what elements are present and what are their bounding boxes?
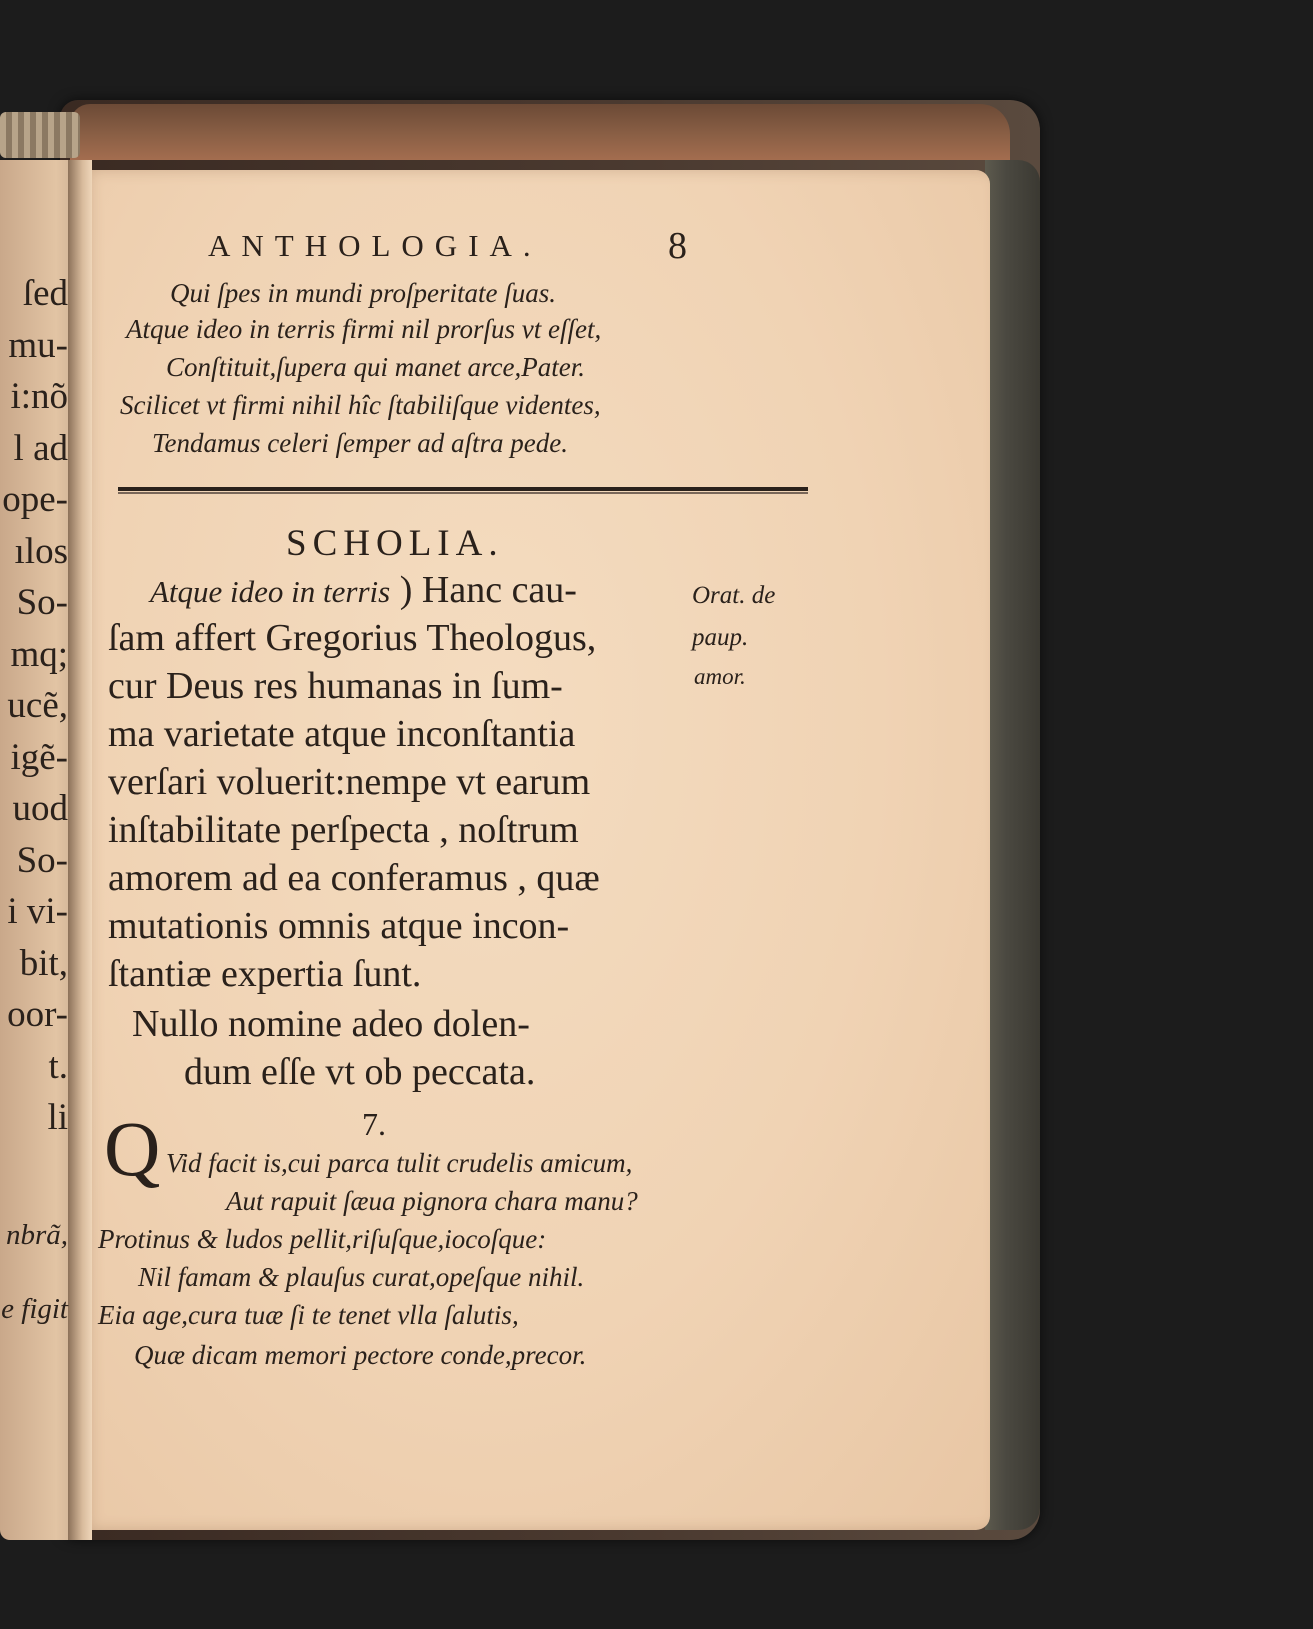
- cover-edge: [985, 160, 1040, 1530]
- scholia-line: inſtabilitate perſpecta , noſtrum: [108, 809, 579, 851]
- scholia-line: ſam affert Gregorius Theologus,: [108, 617, 597, 659]
- left-line: ılos: [14, 530, 68, 572]
- left-line: mq;: [10, 633, 68, 675]
- scholia-heading: SCHOLIA.: [286, 523, 504, 564]
- epigram-line: Eia age,cura tuæ ſi te tenet vlla ſalutis,: [98, 1300, 519, 1330]
- left-page-text-lower: [0, 1210, 68, 1335]
- left-line: t.: [48, 1045, 68, 1087]
- horizontal-rule-shadow: [118, 492, 808, 494]
- left-line: ope-: [2, 479, 68, 520]
- page-gutter: [68, 160, 92, 1540]
- drop-cap: Q: [104, 1105, 161, 1192]
- scholia-line: ſtantiæ expertia ſunt.: [108, 953, 422, 995]
- left-line: ucẽ,: [7, 685, 68, 726]
- epigram-line: Nil famam & plauſus curat,opeſque nihil.: [138, 1262, 585, 1292]
- left-line: i:nõ: [10, 376, 68, 417]
- left-page-text: [0, 268, 68, 1144]
- left-line: So-: [16, 582, 68, 623]
- epigram-line: Vid facit is,cui parca tulit crudelis amicum,: [166, 1148, 633, 1178]
- left-line: nbrã,: [5, 1219, 68, 1251]
- horizontal-rule: [118, 487, 808, 491]
- margin-note-line: paup.: [692, 624, 749, 651]
- headband: [0, 112, 80, 158]
- section-title-line: Nullo nomine adeo dolen-: [132, 1003, 530, 1045]
- left-line: igẽ-: [10, 736, 68, 778]
- running-head: ANTHOLOGIA.: [208, 228, 542, 263]
- left-line: bit,: [19, 942, 68, 984]
- scholia-line: Atque ideo in terris ) Hanc cau-: [150, 569, 577, 611]
- scholia-line: verſari voluerit:nempe vt earum: [108, 761, 591, 803]
- scholia-line: mutationis omnis atque incon-: [108, 905, 570, 947]
- scholia-line: ma varietate atque inconſtantia: [108, 713, 576, 755]
- verse-line: Tendamus celeri ſemper ad aſtra pede.: [152, 428, 568, 458]
- scholia-line: amorem ad ea conferamus , quæ: [108, 857, 600, 899]
- left-line: So-: [16, 839, 68, 881]
- left-line: mu-: [8, 324, 68, 366]
- left-line: uod: [12, 788, 68, 829]
- margin-note-line: amor.: [694, 664, 746, 689]
- verse-line: Scilicet vt firmi nihil hîc ſtabiliſque videntes,: [120, 390, 601, 420]
- epigram-line: Aut rapuit ſæua pignora chara manu?: [226, 1186, 638, 1216]
- folio-number: 8: [668, 225, 687, 267]
- left-line: i vi-: [7, 891, 68, 932]
- left-line: ſed: [22, 273, 68, 314]
- epigram-number: 7.: [362, 1106, 386, 1142]
- verse-line: Conſtituit,ſupera qui manet arce,Pater.: [166, 352, 585, 382]
- left-line: oor-: [7, 994, 68, 1035]
- page-top-edge: [70, 104, 1010, 160]
- left-line: l ad: [13, 427, 68, 469]
- scholia-line: cur Deus res humanas in ſum-: [108, 665, 563, 707]
- epigram-line: Quæ dicam memori pectore conde,precor.: [134, 1340, 587, 1370]
- verse-line: Atque ideo in terris firmi nil prorſus vt eſſet,: [126, 314, 602, 344]
- left-line: li: [47, 1097, 68, 1138]
- margin-note-line: Orat. de: [692, 582, 776, 609]
- verse-line: Qui ſpes in mundi proſperitate ſuas.: [170, 278, 556, 308]
- epigram-line: Protinus & ludos pellit,riſuſque,iocoſque:: [98, 1224, 547, 1254]
- left-line: e figit: [1, 1292, 68, 1325]
- section-title-line: dum eſſe vt ob peccata.: [184, 1051, 536, 1093]
